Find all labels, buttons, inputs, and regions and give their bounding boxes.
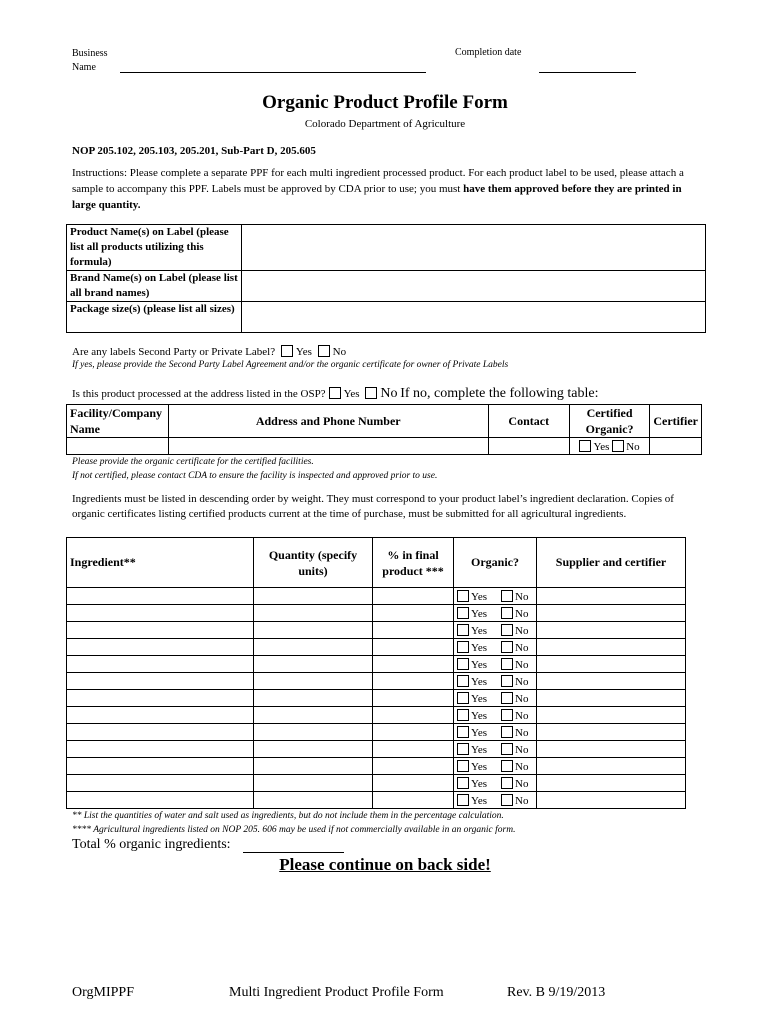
facility-yes-label: Yes — [593, 440, 610, 453]
ingredient-row — [67, 792, 686, 809]
facility-note-1: Please provide the organic certificate for the certified facilities. — [72, 457, 314, 467]
organic-yes-checkbox[interactable] — [457, 726, 469, 738]
quantity-field[interactable] — [254, 588, 373, 605]
ingredient-row — [67, 775, 686, 792]
ingredient-row — [67, 724, 686, 741]
package-size-row — [67, 302, 706, 333]
supplier-field[interactable] — [537, 639, 686, 656]
organic-yes-checkbox[interactable] — [457, 709, 469, 721]
organic-cell — [454, 690, 537, 707]
product-name-label: Product Name(s) on Label (please list all products utilizing this formula) — [67, 225, 242, 271]
facility-address-header: Address and Phone Number — [168, 405, 488, 438]
ingredient-rows — [67, 588, 686, 809]
organic-no-label: No — [515, 743, 529, 756]
organic-no-label: No — [515, 760, 529, 773]
organic-no-checkbox[interactable] — [501, 777, 513, 789]
osp-no-label: No — [380, 386, 398, 401]
organic-header: Organic? — [454, 538, 537, 588]
organic-cell — [454, 775, 537, 792]
facility-name-header: Facility/Company Name — [67, 405, 169, 438]
form-title: Organic Product Profile Form — [262, 92, 508, 113]
business-name-field[interactable] — [120, 72, 426, 73]
organic-cell — [454, 707, 537, 724]
organic-yes-label: Yes — [471, 794, 488, 807]
percent-field[interactable] — [373, 656, 454, 673]
package-size-field[interactable] — [242, 302, 706, 333]
osp-followup: If no, complete the following table: — [400, 386, 599, 401]
ingredient-row — [67, 690, 686, 707]
supplier-field[interactable] — [537, 605, 686, 622]
percent-header: % in final product *** — [373, 538, 454, 588]
supplier-field[interactable] — [537, 690, 686, 707]
ingredient-field[interactable] — [67, 656, 254, 673]
organic-cell — [454, 724, 537, 741]
facility-contact-field[interactable] — [488, 438, 569, 455]
completion-date-label: Completion date — [455, 47, 522, 58]
organic-no-checkbox[interactable] — [501, 675, 513, 687]
package-size-label: Package size(s) (please list all sizes) — [67, 302, 242, 333]
facility-notes — [72, 455, 437, 483]
organic-no-label: No — [515, 624, 529, 637]
organic-no-checkbox[interactable] — [501, 709, 513, 721]
quantity-field[interactable] — [254, 707, 373, 724]
ingredient-row — [67, 707, 686, 724]
supplier-field[interactable] — [537, 622, 686, 639]
business-label-line2: Name — [72, 62, 96, 73]
continue-notice: Please continue on back side! — [279, 855, 491, 874]
osp-yes-checkbox[interactable] — [329, 387, 341, 399]
second-party-note: If yes, please provide the Second Party Label Agreement and/or the organic certificate for owner of Private Labels — [72, 360, 509, 370]
ingredient-field[interactable] — [67, 724, 254, 741]
total-organic-field[interactable] — [243, 852, 344, 853]
facility-contact-header: Contact — [488, 405, 569, 438]
quantity-field[interactable] — [254, 690, 373, 707]
ingredient-table — [66, 537, 686, 809]
ingredient-row — [67, 622, 686, 639]
ingredient-field[interactable] — [67, 673, 254, 690]
quantity-field[interactable] — [254, 775, 373, 792]
footnote-water-salt: ** List the quantities of water and salt used as ingredients, but do not include them in the percentage calculation. — [72, 811, 504, 821]
ingredient-field[interactable] — [67, 775, 254, 792]
supplier-header: Supplier and certifier — [537, 538, 686, 588]
second-party-no-label: No — [332, 346, 347, 358]
organic-yes-checkbox[interactable] — [457, 794, 469, 806]
second-party-no-checkbox[interactable] — [318, 345, 330, 357]
osp-yes-label: Yes — [343, 388, 360, 400]
ingredient-row — [67, 639, 686, 656]
organic-no-label: No — [515, 777, 529, 790]
facility-header-row — [67, 405, 702, 438]
organic-cell — [454, 758, 537, 775]
organic-yes-checkbox[interactable] — [457, 692, 469, 704]
organic-yes-checkbox[interactable] — [457, 675, 469, 687]
organic-yes-label: Yes — [471, 692, 488, 705]
quantity-field[interactable] — [254, 758, 373, 775]
percent-field[interactable] — [373, 758, 454, 775]
organic-yes-checkbox[interactable] — [457, 760, 469, 772]
organic-no-checkbox[interactable] — [501, 692, 513, 704]
organic-no-checkbox[interactable] — [501, 726, 513, 738]
organic-cell — [454, 588, 537, 605]
organic-no-label: No — [515, 692, 529, 705]
supplier-field[interactable] — [537, 656, 686, 673]
ingredient-field[interactable] — [67, 639, 254, 656]
organic-cell — [454, 741, 537, 758]
supplier-field[interactable] — [537, 673, 686, 690]
instructions-bold: have them approved before they are printed in large quantity. — [72, 183, 682, 211]
organic-no-label: No — [515, 709, 529, 722]
ingredient-field[interactable] — [67, 622, 254, 639]
osp-no-checkbox[interactable] — [365, 387, 377, 399]
organic-yes-label: Yes — [471, 743, 488, 756]
osp-question-row — [72, 386, 599, 402]
organic-yes-label: Yes — [471, 777, 488, 790]
quantity-field[interactable] — [254, 673, 373, 690]
supplier-field[interactable] — [537, 758, 686, 775]
organic-no-checkbox[interactable] — [501, 590, 513, 602]
organic-yes-checkbox[interactable] — [457, 777, 469, 789]
second-party-question: Are any labels Second Party or Private Label? — [72, 346, 276, 358]
footer-form-name: Multi Ingredient Product Profile Form — [229, 985, 444, 1000]
facility-name-field[interactable] — [67, 438, 169, 455]
organic-no-checkbox[interactable] — [501, 743, 513, 755]
percent-field[interactable] — [373, 741, 454, 758]
percent-field[interactable] — [373, 673, 454, 690]
supplier-field[interactable] — [537, 724, 686, 741]
organic-yes-label: Yes — [471, 607, 488, 620]
facility-address-field[interactable] — [168, 438, 488, 455]
organic-no-checkbox[interactable] — [501, 760, 513, 772]
ingredient-header: Ingredient** — [67, 538, 254, 588]
second-party-yes-checkbox[interactable] — [281, 345, 293, 357]
quantity-field[interactable] — [254, 639, 373, 656]
ingredient-field[interactable] — [67, 707, 254, 724]
organic-yes-label: Yes — [471, 624, 488, 637]
organic-yes-checkbox[interactable] — [457, 607, 469, 619]
product-name-row — [67, 225, 706, 271]
business-name-label — [72, 47, 108, 75]
organic-yes-label: Yes — [471, 709, 488, 722]
instructions-text: Instructions: Please complete a separate PPF for each multi ingredient processed product. For each product label to be used, please attach a sample to accompany this PPF. Labels must be approved by CDA prior to use; you must — [72, 167, 684, 195]
footnotes — [72, 809, 515, 837]
ingredient-row — [67, 605, 686, 622]
facility-certified-header: Certified Organic? — [569, 405, 650, 438]
osp-question: Is this product processed at the address listed in the OSP? — [72, 388, 326, 400]
organic-cell — [454, 792, 537, 809]
ingredient-header-row — [67, 538, 686, 588]
organic-cell — [454, 656, 537, 673]
footnote-nop-606: **** Agricultural ingredients listed on NOP 205. 606 may be used if not commercially available in an organic form. — [72, 825, 516, 835]
organic-no-checkbox[interactable] — [501, 624, 513, 636]
footer-form-code: OrgMIPPF — [72, 985, 134, 1000]
organic-yes-label: Yes — [471, 726, 488, 739]
organic-yes-label: Yes — [471, 641, 488, 654]
ingredient-row — [67, 673, 686, 690]
quantity-field[interactable] — [254, 741, 373, 758]
percent-field[interactable] — [373, 724, 454, 741]
supplier-field[interactable] — [537, 792, 686, 809]
quantity-field[interactable] — [254, 605, 373, 622]
percent-field[interactable] — [373, 639, 454, 656]
organic-no-label: No — [515, 726, 529, 739]
brand-name-row — [67, 271, 706, 302]
organic-cell — [454, 622, 537, 639]
organic-no-label: No — [515, 675, 529, 688]
organic-yes-checkbox[interactable] — [457, 743, 469, 755]
organic-yes-checkbox[interactable] — [457, 624, 469, 636]
percent-field[interactable] — [373, 588, 454, 605]
organic-yes-checkbox[interactable] — [457, 658, 469, 670]
form-subtitle: Colorado Department of Agriculture — [304, 118, 466, 130]
organic-yes-label: Yes — [471, 675, 488, 688]
supplier-field[interactable] — [537, 588, 686, 605]
ingredient-row — [67, 588, 686, 605]
facility-certifier-field[interactable] — [650, 438, 702, 455]
facility-entry-row — [67, 438, 702, 455]
product-info-table — [66, 224, 706, 333]
facility-note-2: If not certified, please contact CDA to ensure the facility is inspected and approved prior to use. — [72, 471, 438, 481]
facility-certified-yes-checkbox[interactable] — [579, 440, 591, 452]
instructions-block — [72, 165, 692, 213]
business-label-line1: Business — [72, 48, 108, 59]
quantity-field[interactable] — [254, 792, 373, 809]
product-name-field[interactable] — [242, 225, 706, 271]
supplier-field[interactable] — [537, 775, 686, 792]
facility-certified-no-checkbox[interactable] — [612, 440, 624, 452]
percent-field[interactable] — [373, 690, 454, 707]
ingredient-field[interactable] — [67, 758, 254, 775]
facility-certifier-header: Certifier — [650, 405, 702, 438]
supplier-field[interactable] — [537, 707, 686, 724]
quantity-field[interactable] — [254, 622, 373, 639]
organic-cell — [454, 639, 537, 656]
percent-field[interactable] — [373, 707, 454, 724]
organic-cell — [454, 673, 537, 690]
organic-yes-checkbox[interactable] — [457, 590, 469, 602]
nop-reference: NOP 205.102, 205.103, 205.201, Sub-Part D, 205.605 — [72, 145, 316, 157]
organic-yes-checkbox[interactable] — [457, 641, 469, 653]
brand-name-field[interactable] — [242, 271, 706, 302]
ingredient-row — [67, 741, 686, 758]
facility-no-label: No — [626, 440, 640, 453]
ingredient-field[interactable] — [67, 690, 254, 707]
ingredients-intro: Ingredients must be listed in descending order by weight. They must correspond to your product label’s ingredient declaration. Copies of organic certificates listing certified products current at the time of purchase, must be submitted for all agricultural ingredients. — [72, 493, 674, 520]
organic-no-label: No — [515, 794, 529, 807]
ingredient-row — [67, 758, 686, 775]
ingredient-row — [67, 656, 686, 673]
ingredient-field[interactable] — [67, 741, 254, 758]
organic-yes-label: Yes — [471, 590, 488, 603]
quantity-field[interactable] — [254, 724, 373, 741]
percent-field[interactable] — [373, 775, 454, 792]
organic-no-checkbox[interactable] — [501, 658, 513, 670]
organic-no-label: No — [515, 658, 529, 671]
organic-no-label: No — [515, 607, 529, 620]
quantity-header: Quantity (specify units) — [254, 538, 373, 588]
brand-name-label: Brand Name(s) on Label (please list all brand names) — [67, 271, 242, 302]
footer-revision: Rev. B 9/19/2013 — [507, 985, 606, 1000]
percent-field[interactable] — [373, 792, 454, 809]
percent-field[interactable] — [373, 605, 454, 622]
total-organic-label: Total % organic ingredients: — [72, 837, 231, 852]
ingredient-field[interactable] — [67, 588, 254, 605]
organic-cell — [454, 605, 537, 622]
facility-certified-cell — [569, 438, 650, 455]
supplier-field[interactable] — [537, 741, 686, 758]
ingredient-field[interactable] — [67, 792, 254, 809]
quantity-field[interactable] — [254, 656, 373, 673]
organic-yes-label: Yes — [471, 760, 488, 773]
second-party-yes-label: Yes — [295, 346, 312, 358]
organic-no-checkbox[interactable] — [501, 641, 513, 653]
organic-no-checkbox[interactable] — [501, 794, 513, 806]
percent-field[interactable] — [373, 622, 454, 639]
organic-no-label: No — [515, 641, 529, 654]
facility-table — [66, 404, 702, 455]
ingredient-field[interactable] — [67, 605, 254, 622]
second-party-question-row — [72, 344, 346, 360]
organic-yes-label: Yes — [471, 658, 488, 671]
organic-no-checkbox[interactable] — [501, 607, 513, 619]
completion-date-field[interactable] — [539, 72, 636, 73]
organic-no-label: No — [515, 590, 529, 603]
